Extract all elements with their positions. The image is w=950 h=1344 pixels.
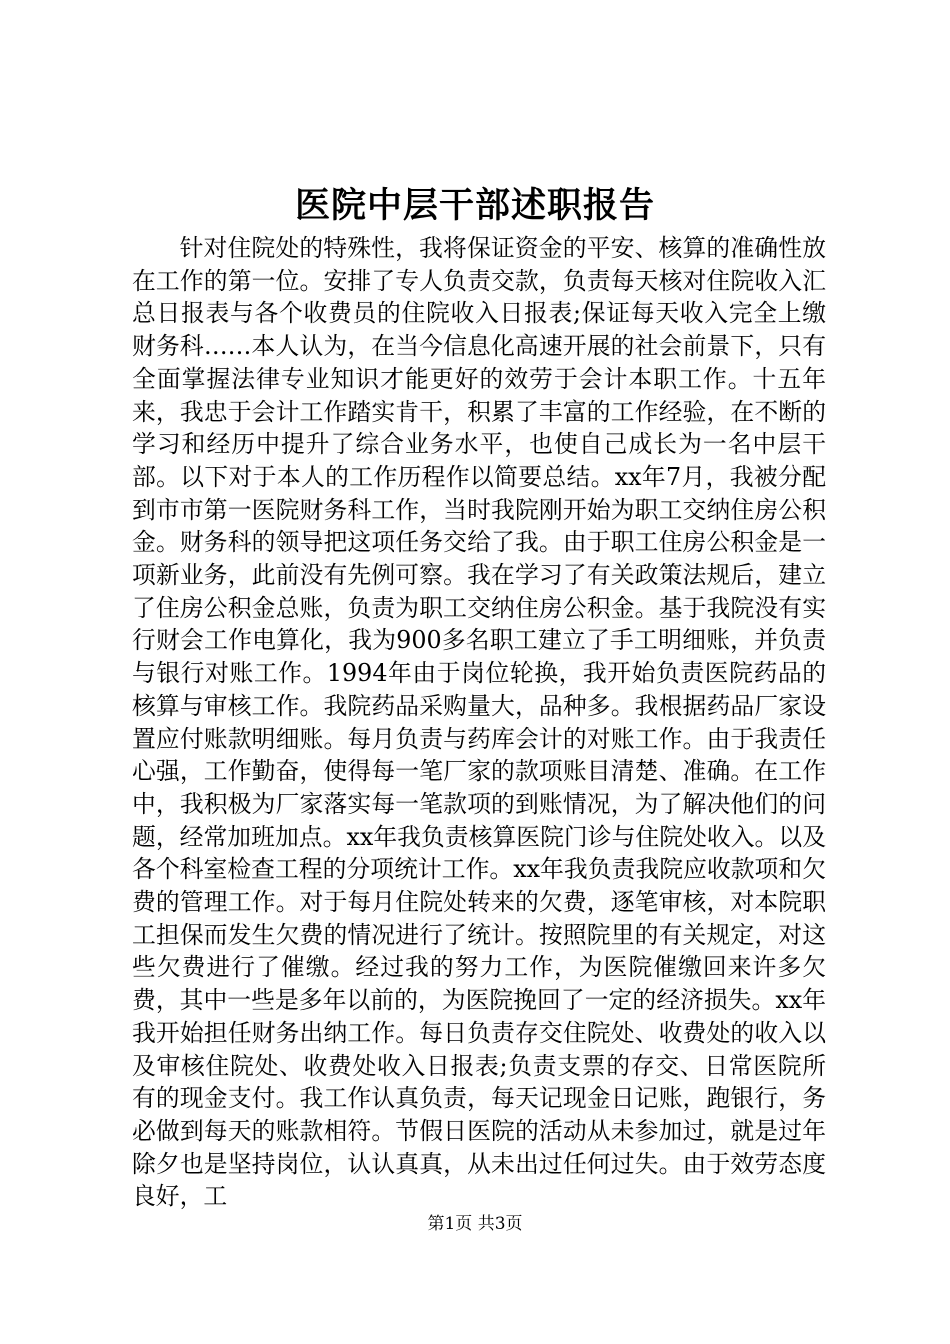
document-body-paragraph: 针对住院处的特殊性，我将保证资金的平安、核算的准确性放在工作的第一位。安排了专人负责交款，负责每天核对住院收入汇总日报表与各个收费员的住院收入日报表;保证每天收入完全上缴财务科……本人认为，在当今信息化高速开展的社会前景下，只有全面掌握法律专业知识才能更好的效劳于会计本职工作。十五年来，我忠于会计工作踏实肯干，积累了丰富的工作经验，在不断的学习和经历中提升了综合业务水平，也使自己成长为一名中层干部。以下对于本人的工作历程作以简要总结。xx年7月，我被分配到市市第一医院财务科工作，当时我院刚开始为职工交纳住房公积金。财务科的领导把这项任务交给了我。由于职工住房公积金是一项新业务，此前没有先例可察。我在学习了有关政策法规后，建立了住房公积金总账，负责为职工交纳住房公积金。基于我院没有实行财会工作电算化，我为900多名职工建立了手工明细账，并负责与银行对账工作。1994年由于岗位轮换，我开始负责医院药品的核算与审核工作。我院药品采购量大，品种多。我根据药品厂家设置应付账款明细账。每月负责与药库会计的对账工作。由于我责任心强，工作勤奋，使得每一笔厂家的款项账目清楚、准确。在工作中，我积极为厂家落实每一笔款项的到账情况，为了解决他们的问题，经常加班加点。xx年我负责核算医院门诊与住院处收入。以及各个科室检查工程的分项统计工作。xx年我负责我院应收款项和欠费的管理工作。对于每月住院处转来的欠费，逐笔审核，对本院职工担保而发生欠费的情况进行了统计。按照院里的有关规定，对这些欠费进行了催缴。经过我的努力工作，为医院催缴回来许多欠费，其中一些是多年以前的，为医院挽回了一定的经济损失。xx年我开始担任财务出纳工作。每日负责存交住院处、收费处的收入以及审核住院处、收费处收入日报表;负责支票的存交、日常医院所有的现金支付。我工作认真负责，每天记现金日记账，跑银行，务必做到每天的账款相符。节假日医院的活动从未参加过，就是过年除夕也是坚持岗位，认认真真，从未出过任何过失。由于效劳态度良好，工 [132, 234, 826, 1211]
document-title: 医院中层干部述职报告 [294, 185, 655, 226]
page-number-footer: 第1页 共3页 [427, 1214, 523, 1234]
